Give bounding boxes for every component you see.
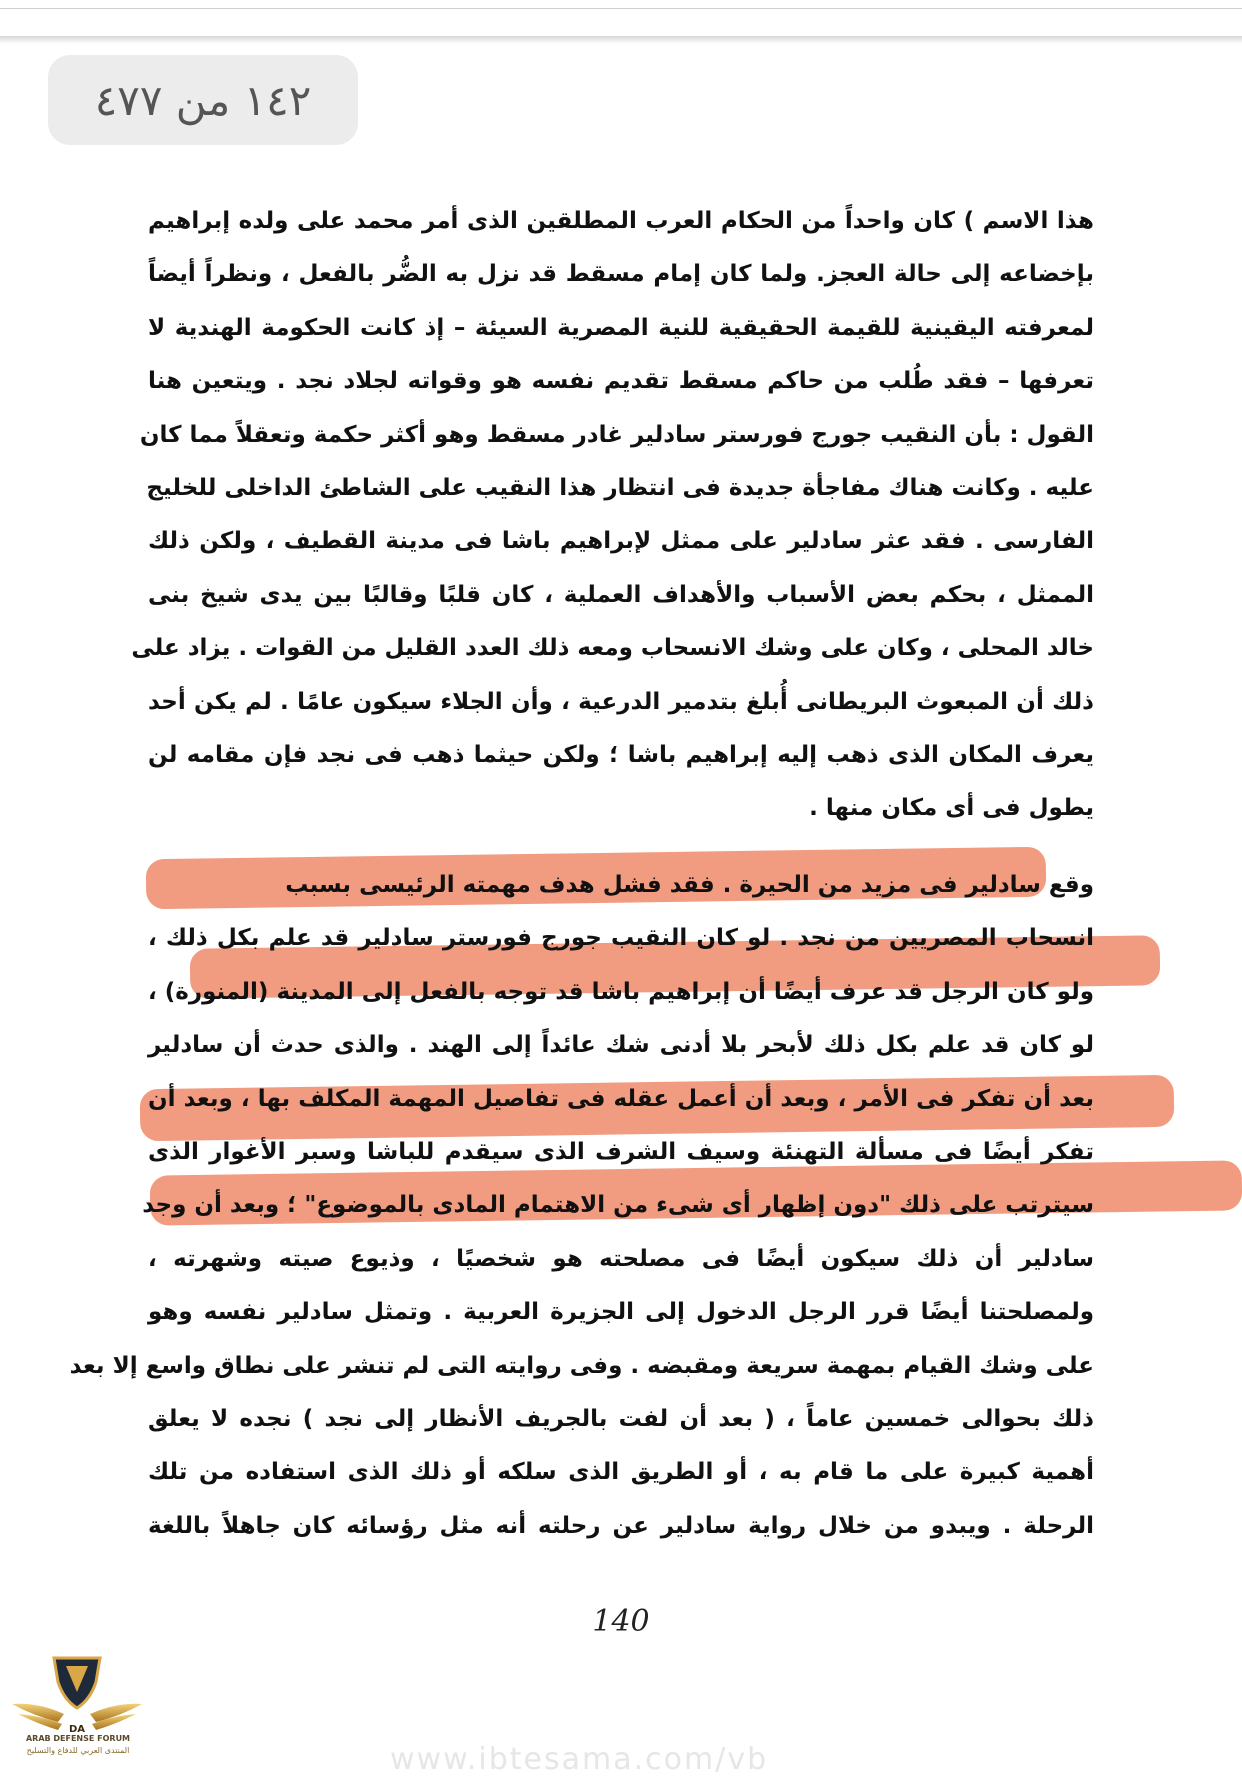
text-line: الرحلة . ويبدو من خلال رواية سادلير عن رحلته أنه مثل رؤسائه كان جاهلاً باللغة: [148, 1512, 1094, 1539]
text-line: لو كان قد علم بكل ذلك لأبحر بلا أدنى شك عائداً إلى الهند . والذى حدث أن سادلير: [148, 1032, 1094, 1059]
logo-name-ar: المنتدى العربي للدفاع والتسليح: [26, 1746, 130, 1755]
page-edge-shadow: [0, 36, 1242, 44]
text-line: يعرف المكان الذى ذهب إليه إبراهيم باشا ؛ ولكن حيثما ذهب فى نجد فإن مقامه لن: [148, 741, 1094, 768]
logo-monogram: DA: [68, 1724, 86, 1735]
text-line: بعد أن تفكر فى الأمر ، وبعد أن أعمل عقله فى تفاصيل المهمة المكلف بها ، وبعد أن: [148, 1085, 1094, 1112]
text-line: هذا الاسم ) كان واحداً من الحكام العرب المطلقين الذى أمر محمد على ولده إبراهيم: [148, 208, 1094, 234]
text-line: بإخضاعه إلى حالة العجز. ولما كان إمام مسقط قد نزل به الضُّر بالفعل ، ونظراً أيضاً: [148, 261, 1094, 288]
text-line: تعرفها – فقد طُلب من حاكم مسقط تقديم نفسه هو وقواته لجلاد نجد . ويتعين هنا: [148, 368, 1094, 395]
text-line: لمعرفته اليقينية للقيمة الحقيقية للنية المصرية السيئة – إذ كانت الحكومة الهندية لا: [148, 314, 1094, 341]
text-line: ذلك بحوالى خمسين عاماً ، ( بعد أن لفت بالجريف الأنظار إلى نجد ) نجده لا يعلق: [148, 1405, 1094, 1432]
text-line: تفكر أيضًا فى مسألة التهنئة وسيف الشرف الذى سيقدم للباشا وسبر الأغوار الذى: [148, 1138, 1094, 1165]
page-counter-text: ١٤٢ من ٤٧٧: [94, 75, 312, 125]
text-line: سيترتب على ذلك "دون إظهار أى شىء من الاهتمام المادى بالموضوع" ؛ وبعد أن وجد: [142, 1192, 1094, 1219]
text-line: على وشك القيام بمهمة سريعة ومقبضه . وفى روايته التى لم تنشر على نطاق واسع إلا بعد: [69, 1352, 1094, 1379]
top-border: [0, 0, 1242, 9]
text-line: ولمصلحتنا أيضًا قرر الرجل الدخول إلى الجزيرة العربية . وتمثل سادلير نفسه وهو: [148, 1299, 1094, 1326]
watermark-url: www.ibtesama.com/vb: [390, 1742, 769, 1777]
text-line: القول : بأن النقيب جورج فورستر سادلير غادر مسقط وهو أكثر حكمة وتعقلاً مما كان: [139, 421, 1094, 448]
logo-name-en: ARAB DEFENSE FORUM: [25, 1734, 131, 1743]
text-line: عليه . وكانت هناك مفاجأة جديدة فى انتظار هذا النقيب على الشاطئ الداخلى للخليج: [146, 474, 1094, 501]
text-line: خالد المحلى ، وكان على وشك الانسحاب ومعه ذلك العدد القليل من القوات . يزاد على: [131, 635, 1094, 662]
text-line: يطول فى أى مكان منها .: [809, 795, 1094, 822]
text-line: أهمية كبيرة على ما قام به ، أو الطريق الذى سلكه أو ذلك الذى استفاده من تلك: [148, 1459, 1094, 1486]
text-line: الممثل ، بحكم بعض الأسباب والأهداف العملية ، كان قلبًا وقالبًا بين يدى شيخ بنى: [148, 581, 1094, 608]
text-line: انسحاب المصريين من نجد . لو كان النقيب جورج فورستر سادلير قد علم بكل ذلك ،: [148, 925, 1094, 952]
paragraph-1: [131, 195, 1094, 836]
paragraph-2: [69, 859, 1094, 1553]
text-line: سادلير أن ذلك سيكون أيضًا فى مصلحته هو شخصيًا ، وذيوع صيته وشهرته ،: [148, 1245, 1094, 1272]
text-line: الفارسى . فقد عثر سادلير على ممثل لإبراهيم باشا فى مدينة القطيف ، ولكن ذلك: [148, 528, 1094, 555]
text-line: وقع سادلير فى مزيد من الحيرة . فقد فشل هدف مهمته الرئيسى بسبب: [285, 872, 1094, 898]
text-line: ذلك أن المبعوث البريطانى أُبلغ بتدمير الدرعية ، وأن الجلاء سيكون عامًا . لم يكن أحد: [148, 688, 1094, 715]
text-line: ولو كان الرجل قد عرف أيضًا أن إبراهيم باشا قد توجه بالفعل إلى المدينة (المنورة) ،: [148, 978, 1094, 1005]
page-counter-badge: [48, 55, 358, 145]
page-number: 140: [592, 1604, 650, 1639]
